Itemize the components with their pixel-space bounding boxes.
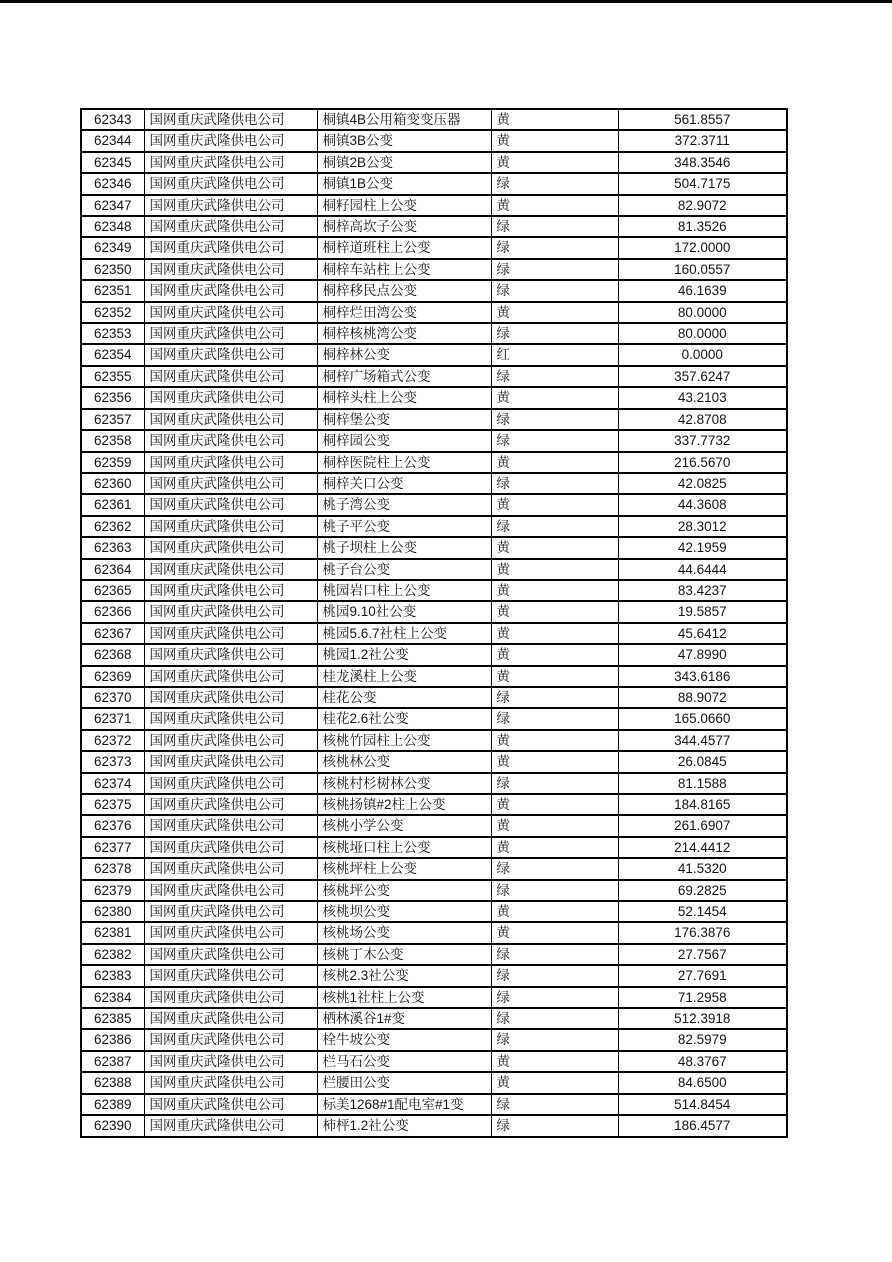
cell-company: 国网重庆武隆供电公司 (144, 130, 317, 151)
cell-row-id: 62374 (81, 773, 144, 794)
cell-company: 国网重庆武隆供电公司 (144, 302, 317, 323)
cell-status: 黄 (491, 195, 618, 216)
cell-row-id: 62357 (81, 409, 144, 430)
table-row (81, 452, 787, 473)
cell-value: 88.9072 (618, 687, 787, 708)
cell-value: 84.6500 (618, 1072, 787, 1093)
table-row (81, 794, 787, 815)
cell-value: 43.2103 (618, 387, 787, 408)
cell-value: 81.3526 (618, 216, 787, 237)
cell-device-name: 核桃场公变 (317, 922, 491, 943)
cell-company: 国网重庆武隆供电公司 (144, 494, 317, 515)
cell-company: 国网重庆武隆供电公司 (144, 1008, 317, 1029)
cell-device-name: 桂花2.6社公变 (317, 708, 491, 729)
cell-row-id: 62385 (81, 1008, 144, 1029)
cell-row-id: 62386 (81, 1029, 144, 1050)
cell-status: 绿 (491, 473, 618, 494)
cell-company: 国网重庆武隆供电公司 (144, 965, 317, 986)
cell-status: 黄 (491, 751, 618, 772)
cell-value: 27.7691 (618, 965, 787, 986)
cell-company: 国网重庆武隆供电公司 (144, 366, 317, 387)
cell-row-id: 62367 (81, 623, 144, 644)
table-row (81, 901, 787, 922)
cell-status: 绿 (491, 708, 618, 729)
cell-device-name: 桃园5.6.7社柱上公变 (317, 623, 491, 644)
table-row (81, 1072, 787, 1093)
cell-value: 52.1454 (618, 901, 787, 922)
table-row (81, 109, 787, 130)
cell-status: 黄 (491, 901, 618, 922)
cell-value: 44.6444 (618, 559, 787, 580)
cell-row-id: 62373 (81, 751, 144, 772)
cell-row-id: 62364 (81, 559, 144, 580)
cell-row-id: 62379 (81, 880, 144, 901)
cell-row-id: 62343 (81, 109, 144, 130)
table-row (81, 537, 787, 558)
table-row (81, 580, 787, 601)
table-row (81, 494, 787, 515)
cell-company: 国网重庆武隆供电公司 (144, 452, 317, 473)
cell-device-name: 桃子湾公变 (317, 494, 491, 515)
cell-device-name: 柿枰1.2社公变 (317, 1115, 491, 1136)
cell-company: 国网重庆武隆供电公司 (144, 708, 317, 729)
cell-value: 176.3876 (618, 922, 787, 943)
cell-company: 国网重庆武隆供电公司 (144, 580, 317, 601)
cell-value: 357.6247 (618, 366, 787, 387)
cell-company: 国网重庆武隆供电公司 (144, 109, 317, 130)
cell-device-name: 核桃小学公变 (317, 815, 491, 836)
cell-status: 绿 (491, 173, 618, 194)
cell-value: 82.9072 (618, 195, 787, 216)
cell-status: 绿 (491, 409, 618, 430)
cell-value: 504.7175 (618, 173, 787, 194)
cell-row-id: 62377 (81, 837, 144, 858)
cell-row-id: 62369 (81, 666, 144, 687)
table-row (81, 130, 787, 151)
cell-value: 80.0000 (618, 302, 787, 323)
cell-value: 42.8708 (618, 409, 787, 430)
cell-row-id: 62354 (81, 344, 144, 365)
cell-status: 绿 (491, 880, 618, 901)
cell-status: 黄 (491, 815, 618, 836)
table-row (81, 216, 787, 237)
table-row (81, 751, 787, 772)
cell-status: 绿 (491, 987, 618, 1008)
cell-value: 48.3767 (618, 1051, 787, 1072)
cell-value: 172.0000 (618, 237, 787, 258)
cell-row-id: 62371 (81, 708, 144, 729)
cell-row-id: 62360 (81, 473, 144, 494)
cell-device-name: 桐梓关口公变 (317, 473, 491, 494)
cell-company: 国网重庆武隆供电公司 (144, 944, 317, 965)
table-row (81, 195, 787, 216)
cell-value: 186.4577 (618, 1115, 787, 1136)
table-row (81, 259, 787, 280)
cell-row-id: 62366 (81, 601, 144, 622)
table-row (81, 344, 787, 365)
cell-company: 国网重庆武隆供电公司 (144, 922, 317, 943)
cell-company: 国网重庆武隆供电公司 (144, 687, 317, 708)
cell-device-name: 核桃2.3社公变 (317, 965, 491, 986)
cell-company: 国网重庆武隆供电公司 (144, 387, 317, 408)
cell-status: 黄 (491, 537, 618, 558)
table-row (81, 1008, 787, 1029)
cell-value: 514.8454 (618, 1094, 787, 1115)
cell-status: 黄 (491, 152, 618, 173)
cell-device-name: 桂龙溪柱上公变 (317, 666, 491, 687)
cell-value: 42.0825 (618, 473, 787, 494)
cell-value: 165.0660 (618, 708, 787, 729)
cell-device-name: 桐梓堡公变 (317, 409, 491, 430)
cell-status: 绿 (491, 773, 618, 794)
cell-value: 216.5670 (618, 452, 787, 473)
cell-status: 绿 (491, 944, 618, 965)
cell-device-name: 栏腰田公变 (317, 1072, 491, 1093)
cell-row-id: 62361 (81, 494, 144, 515)
cell-device-name: 桐镇4B公用箱变变压器 (317, 109, 491, 130)
cell-row-id: 62355 (81, 366, 144, 387)
table-row (81, 280, 787, 301)
cell-value: 261.6907 (618, 815, 787, 836)
cell-value: 348.3546 (618, 152, 787, 173)
cell-value: 28.3012 (618, 516, 787, 537)
transformer-table-body (81, 109, 787, 1137)
cell-device-name: 栏马石公变 (317, 1051, 491, 1072)
cell-value: 344.4577 (618, 730, 787, 751)
cell-status: 黄 (491, 601, 618, 622)
cell-company: 国网重庆武隆供电公司 (144, 473, 317, 494)
table-row (81, 559, 787, 580)
cell-device-name: 桐梓烂田湾公变 (317, 302, 491, 323)
cell-status: 黄 (491, 109, 618, 130)
cell-device-name: 核桃1社柱上公变 (317, 987, 491, 1008)
table-row (81, 323, 787, 344)
cell-company: 国网重庆武隆供电公司 (144, 323, 317, 344)
cell-value: 47.8990 (618, 644, 787, 665)
cell-value: 561.8557 (618, 109, 787, 130)
cell-value: 71.2958 (618, 987, 787, 1008)
cell-device-name: 桃子平公变 (317, 516, 491, 537)
table-row (81, 237, 787, 258)
cell-status: 绿 (491, 280, 618, 301)
cell-value: 80.0000 (618, 323, 787, 344)
cell-row-id: 62356 (81, 387, 144, 408)
cell-device-name: 桃园1.2社公变 (317, 644, 491, 665)
cell-company: 国网重庆武隆供电公司 (144, 237, 317, 258)
cell-device-name: 桐梓广场箱式公变 (317, 366, 491, 387)
cell-status: 绿 (491, 1008, 618, 1029)
table-row (81, 858, 787, 879)
cell-status: 绿 (491, 216, 618, 237)
cell-device-name: 核桃林公变 (317, 751, 491, 772)
cell-value: 343.6186 (618, 666, 787, 687)
cell-row-id: 62365 (81, 580, 144, 601)
cell-value: 337.7732 (618, 430, 787, 451)
cell-row-id: 62370 (81, 687, 144, 708)
table-row (81, 473, 787, 494)
cell-value: 26.0845 (618, 751, 787, 772)
cell-value: 46.1639 (618, 280, 787, 301)
cell-status: 绿 (491, 1029, 618, 1050)
table-row (81, 666, 787, 687)
cell-status: 黄 (491, 559, 618, 580)
cell-company: 国网重庆武隆供电公司 (144, 409, 317, 430)
table-row (81, 623, 787, 644)
cell-row-id: 62350 (81, 259, 144, 280)
table-row (81, 922, 787, 943)
cell-row-id: 62390 (81, 1115, 144, 1136)
cell-company: 国网重庆武隆供电公司 (144, 837, 317, 858)
cell-row-id: 62375 (81, 794, 144, 815)
cell-status: 黄 (491, 494, 618, 515)
cell-row-id: 62387 (81, 1051, 144, 1072)
table-row (81, 387, 787, 408)
cell-value: 42.1959 (618, 537, 787, 558)
cell-company: 国网重庆武隆供电公司 (144, 794, 317, 815)
cell-device-name: 桐梓核桃湾公变 (317, 323, 491, 344)
cell-device-name: 核桃竹园柱上公变 (317, 730, 491, 751)
cell-company: 国网重庆武隆供电公司 (144, 1029, 317, 1050)
transformer-table (80, 108, 788, 1138)
cell-company: 国网重庆武隆供电公司 (144, 1094, 317, 1115)
table-row (81, 815, 787, 836)
cell-company: 国网重庆武隆供电公司 (144, 815, 317, 836)
cell-device-name: 桐梓林公变 (317, 344, 491, 365)
cell-company: 国网重庆武隆供电公司 (144, 152, 317, 173)
cell-status: 黄 (491, 580, 618, 601)
cell-status: 绿 (491, 259, 618, 280)
cell-company: 国网重庆武隆供电公司 (144, 858, 317, 879)
cell-company: 国网重庆武隆供电公司 (144, 1051, 317, 1072)
cell-status: 黄 (491, 387, 618, 408)
cell-row-id: 62383 (81, 965, 144, 986)
table-row (81, 302, 787, 323)
cell-company: 国网重庆武隆供电公司 (144, 666, 317, 687)
cell-row-id: 62389 (81, 1094, 144, 1115)
cell-row-id: 62362 (81, 516, 144, 537)
cell-status: 黄 (491, 644, 618, 665)
cell-device-name: 桐梓车站柱上公变 (317, 259, 491, 280)
cell-company: 国网重庆武隆供电公司 (144, 173, 317, 194)
cell-company: 国网重庆武隆供电公司 (144, 901, 317, 922)
cell-company: 国网重庆武隆供电公司 (144, 216, 317, 237)
cell-row-id: 62346 (81, 173, 144, 194)
cell-row-id: 62347 (81, 195, 144, 216)
cell-value: 184.8165 (618, 794, 787, 815)
cell-device-name: 桃园9.10社公变 (317, 601, 491, 622)
cell-company: 国网重庆武隆供电公司 (144, 987, 317, 1008)
cell-status: 绿 (491, 1115, 618, 1136)
cell-device-name: 桐梓医院柱上公变 (317, 452, 491, 473)
cell-status: 绿 (491, 1094, 618, 1115)
cell-value: 27.7567 (618, 944, 787, 965)
table-row (81, 1115, 787, 1136)
table-row (81, 1051, 787, 1072)
table-row (81, 837, 787, 858)
cell-status: 绿 (491, 430, 618, 451)
cell-row-id: 62372 (81, 730, 144, 751)
table-row (81, 987, 787, 1008)
cell-row-id: 62358 (81, 430, 144, 451)
cell-device-name: 桐梓园公变 (317, 430, 491, 451)
cell-status: 黄 (491, 452, 618, 473)
cell-status: 黄 (491, 794, 618, 815)
cell-status: 黄 (491, 130, 618, 151)
cell-value: 512.3918 (618, 1008, 787, 1029)
cell-device-name: 核桃扬镇#2柱上公变 (317, 794, 491, 815)
table-row (81, 430, 787, 451)
cell-row-id: 62388 (81, 1072, 144, 1093)
cell-value: 160.0557 (618, 259, 787, 280)
cell-device-name: 核桃坝公变 (317, 901, 491, 922)
cell-row-id: 62381 (81, 922, 144, 943)
cell-company: 国网重庆武隆供电公司 (144, 730, 317, 751)
cell-company: 国网重庆武隆供电公司 (144, 601, 317, 622)
cell-status: 绿 (491, 516, 618, 537)
cell-device-name: 桂花公变 (317, 687, 491, 708)
cell-device-name: 栓牛坡公变 (317, 1029, 491, 1050)
cell-status: 绿 (491, 965, 618, 986)
cell-company: 国网重庆武隆供电公司 (144, 751, 317, 772)
cell-status: 黄 (491, 1072, 618, 1093)
cell-row-id: 62351 (81, 280, 144, 301)
cell-value: 41.5320 (618, 858, 787, 879)
cell-company: 国网重庆武隆供电公司 (144, 537, 317, 558)
cell-company: 国网重庆武隆供电公司 (144, 773, 317, 794)
cell-device-name: 桐梓移民点公变 (317, 280, 491, 301)
cell-status: 黄 (491, 922, 618, 943)
cell-status: 绿 (491, 237, 618, 258)
cell-value: 214.4412 (618, 837, 787, 858)
table-row (81, 409, 787, 430)
cell-value: 19.5857 (618, 601, 787, 622)
cell-device-name: 桐镇3B公变 (317, 130, 491, 151)
cell-status: 黄 (491, 730, 618, 751)
cell-device-name: 桃子台公变 (317, 559, 491, 580)
cell-row-id: 62349 (81, 237, 144, 258)
cell-value: 82.5979 (618, 1029, 787, 1050)
cell-row-id: 62345 (81, 152, 144, 173)
cell-device-name: 桐梓道班柱上公变 (317, 237, 491, 258)
cell-row-id: 62378 (81, 858, 144, 879)
cell-company: 国网重庆武隆供电公司 (144, 880, 317, 901)
table-row (81, 687, 787, 708)
cell-company: 国网重庆武隆供电公司 (144, 195, 317, 216)
cell-value: 83.4237 (618, 580, 787, 601)
cell-status: 黄 (491, 302, 618, 323)
cell-row-id: 62353 (81, 323, 144, 344)
table-row (81, 944, 787, 965)
cell-company: 国网重庆武隆供电公司 (144, 559, 317, 580)
cell-company: 国网重庆武隆供电公司 (144, 344, 317, 365)
cell-status: 绿 (491, 858, 618, 879)
cell-status: 黄 (491, 837, 618, 858)
table-row (81, 152, 787, 173)
cell-row-id: 62368 (81, 644, 144, 665)
cell-value: 372.3711 (618, 130, 787, 151)
cell-device-name: 核桃丁木公变 (317, 944, 491, 965)
table-row (81, 366, 787, 387)
cell-status: 绿 (491, 687, 618, 708)
cell-value: 69.2825 (618, 880, 787, 901)
cell-device-name: 桐梓高坎子公变 (317, 216, 491, 237)
cell-row-id: 62376 (81, 815, 144, 836)
cell-company: 国网重庆武隆供电公司 (144, 280, 317, 301)
cell-status: 黄 (491, 666, 618, 687)
cell-device-name: 桃子坝柱上公变 (317, 537, 491, 558)
cell-company: 国网重庆武隆供电公司 (144, 430, 317, 451)
cell-device-name: 桐籽园柱上公变 (317, 195, 491, 216)
cell-company: 国网重庆武隆供电公司 (144, 623, 317, 644)
cell-company: 国网重庆武隆供电公司 (144, 259, 317, 280)
table-row (81, 644, 787, 665)
table-row (81, 880, 787, 901)
table-row (81, 601, 787, 622)
cell-row-id: 62384 (81, 987, 144, 1008)
cell-status: 绿 (491, 366, 618, 387)
table-row (81, 1029, 787, 1050)
cell-value: 81.1588 (618, 773, 787, 794)
table-row (81, 773, 787, 794)
cell-device-name: 核桃坪公变 (317, 880, 491, 901)
cell-row-id: 62359 (81, 452, 144, 473)
table-row (81, 965, 787, 986)
cell-company: 国网重庆武隆供电公司 (144, 1115, 317, 1136)
cell-row-id: 62382 (81, 944, 144, 965)
cell-device-name: 核桃村杉树林公变 (317, 773, 491, 794)
cell-device-name: 桐镇2B公变 (317, 152, 491, 173)
cell-row-id: 62380 (81, 901, 144, 922)
cell-row-id: 62352 (81, 302, 144, 323)
cell-value: 45.6412 (618, 623, 787, 644)
cell-company: 国网重庆武隆供电公司 (144, 516, 317, 537)
cell-device-name: 桐镇1B公变 (317, 173, 491, 194)
cell-company: 国网重庆武隆供电公司 (144, 644, 317, 665)
cell-device-name: 核桃垭口柱上公变 (317, 837, 491, 858)
cell-device-name: 桐梓头柱上公变 (317, 387, 491, 408)
page-top-edge-bar (0, 0, 892, 3)
cell-device-name: 核桃坪柱上公变 (317, 858, 491, 879)
table-row (81, 516, 787, 537)
cell-value: 44.3608 (618, 494, 787, 515)
cell-device-name: 桃园岩口柱上公变 (317, 580, 491, 601)
cell-row-id: 62363 (81, 537, 144, 558)
table-row (81, 730, 787, 751)
cell-company: 国网重庆武隆供电公司 (144, 1072, 317, 1093)
table-row (81, 1094, 787, 1115)
cell-status: 黄 (491, 1051, 618, 1072)
cell-device-name: 栖林溪谷1#变 (317, 1008, 491, 1029)
cell-status: 红 (491, 344, 618, 365)
table-row (81, 173, 787, 194)
cell-value: 0.0000 (618, 344, 787, 365)
cell-row-id: 62348 (81, 216, 144, 237)
cell-row-id: 62344 (81, 130, 144, 151)
table-row (81, 708, 787, 729)
cell-device-name: 标美1268#1配电室#1变 (317, 1094, 491, 1115)
cell-status: 黄 (491, 623, 618, 644)
cell-status: 绿 (491, 323, 618, 344)
